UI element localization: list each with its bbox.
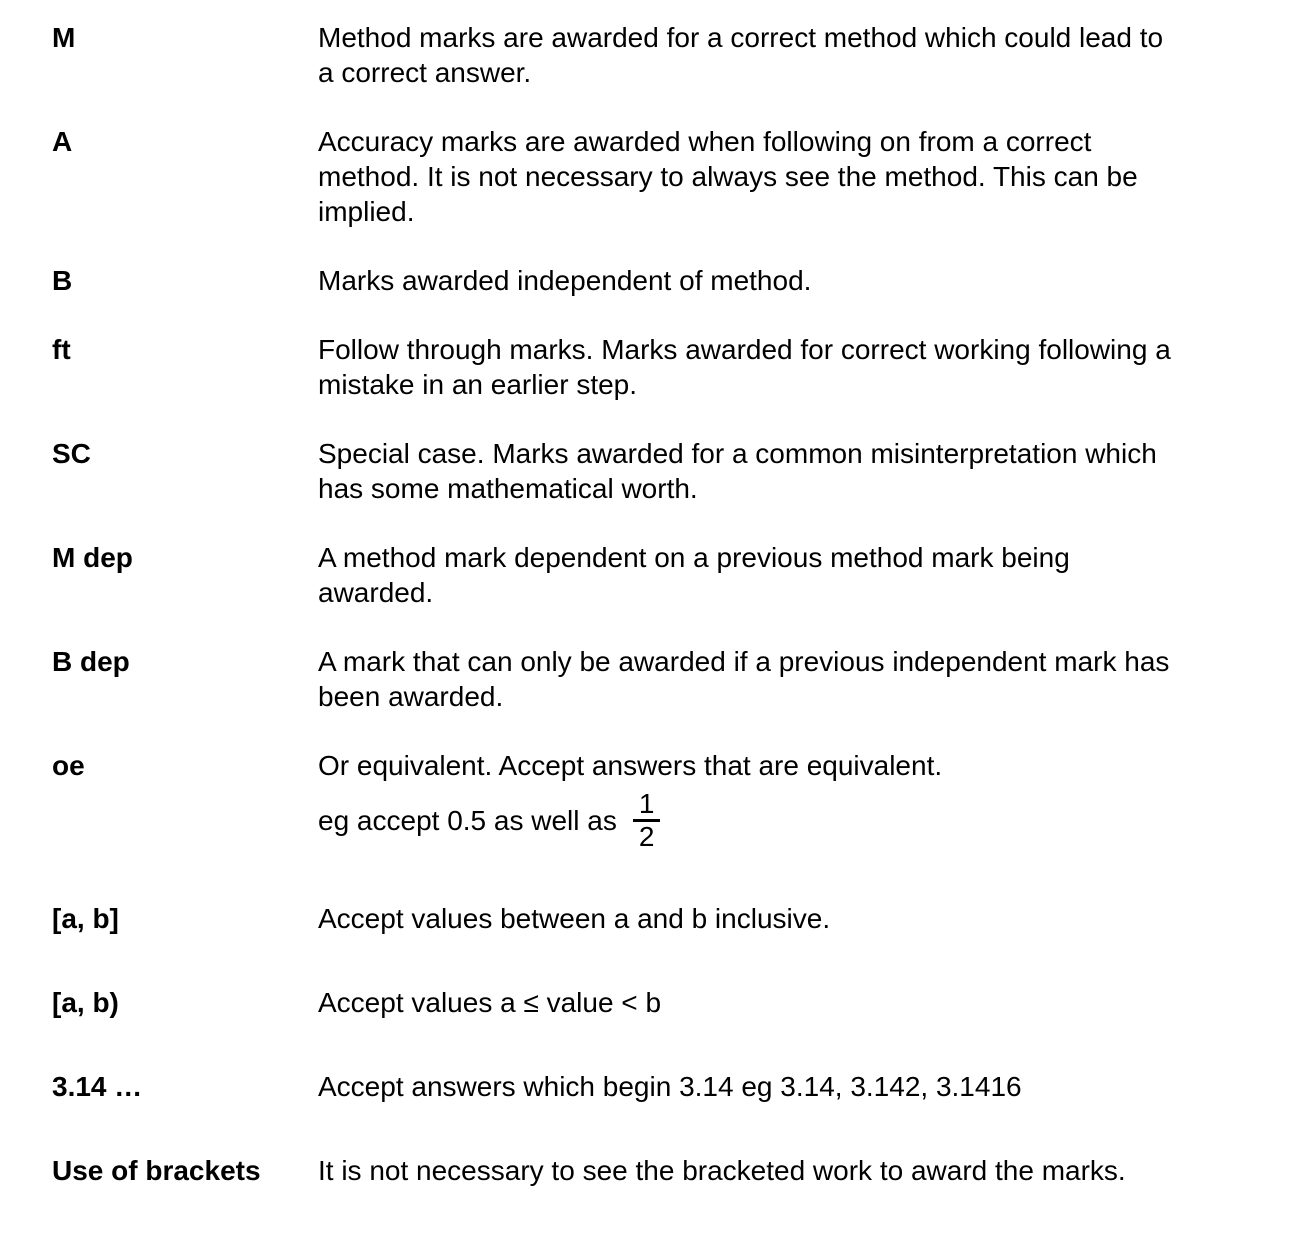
mark-symbol: [a, b] (52, 903, 119, 934)
example-text: eg accept 0.5 as well as (318, 805, 617, 836)
fraction-numerator: 1 (638, 788, 655, 819)
legend-row-ft (52, 332, 1302, 402)
mark-symbol: [a, b) (52, 987, 119, 1018)
mark-description: It is not necessary to see the bracketed work to award the marks. (318, 1155, 1126, 1186)
example-line (318, 789, 1186, 852)
mark-description: Accept values between a and b inclusive. (318, 903, 831, 934)
mark-description: Accept values a ≤ value < b (318, 987, 662, 1018)
mark-description: Special case. Marks awarded for a common misinterpretation which has some mathematical worth. (318, 438, 1157, 504)
fraction-one-half (633, 789, 661, 852)
mark-symbol: M dep (52, 542, 133, 573)
mark-symbol: SC (52, 438, 91, 469)
legend-row-m-dep (52, 540, 1302, 610)
mark-symbol: oe (52, 750, 85, 781)
mark-description-text: Or equivalent. Accept answers that are equivalent. (318, 750, 943, 781)
mark-description: Marks awarded independent of method. (318, 265, 812, 296)
mark-symbol: B dep (52, 646, 130, 677)
mark-symbol: A (52, 126, 73, 157)
legend-row-m (52, 20, 1302, 90)
legend-row-b-dep (52, 644, 1302, 714)
mark-description: Accuracy marks are awarded when following on from a correct method. It is not necessary to always see the method. This can be implied. (318, 126, 1138, 227)
legend-row-closed-interval (52, 901, 1302, 936)
legend-row-a (52, 124, 1302, 229)
legend-row-half-open-interval (52, 985, 1302, 1020)
mark-symbol: Use of brackets (52, 1155, 261, 1186)
mark-description: Follow through marks. Marks awarded for correct working following a mistake in an earlier step. (318, 334, 1171, 400)
mark-description (318, 748, 1186, 852)
legend-row-oe (52, 748, 1302, 852)
mark-description: A method mark dependent on a previous method mark being awarded. (318, 542, 1070, 608)
mark-symbol: B (52, 265, 73, 296)
mark-description: A mark that can only be awarded if a previous independent mark has been awarded. (318, 646, 1170, 712)
legend-row-use-of-brackets (52, 1153, 1302, 1188)
mark-symbol: M (52, 22, 76, 53)
mark-description: Method marks are awarded for a correct method which could lead to a correct answer. (318, 22, 1164, 88)
legend-row-pi-approx (52, 1069, 1302, 1104)
legend-row-sc (52, 436, 1302, 506)
mark-description: Accept answers which begin 3.14 eg 3.14, 3.142, 3.1416 (318, 1071, 1022, 1102)
mark-symbol: ft (52, 334, 71, 365)
mark-symbol: 3.14 … (52, 1071, 143, 1102)
fraction-denominator: 2 (633, 819, 661, 852)
legend-row-b (52, 263, 1302, 298)
